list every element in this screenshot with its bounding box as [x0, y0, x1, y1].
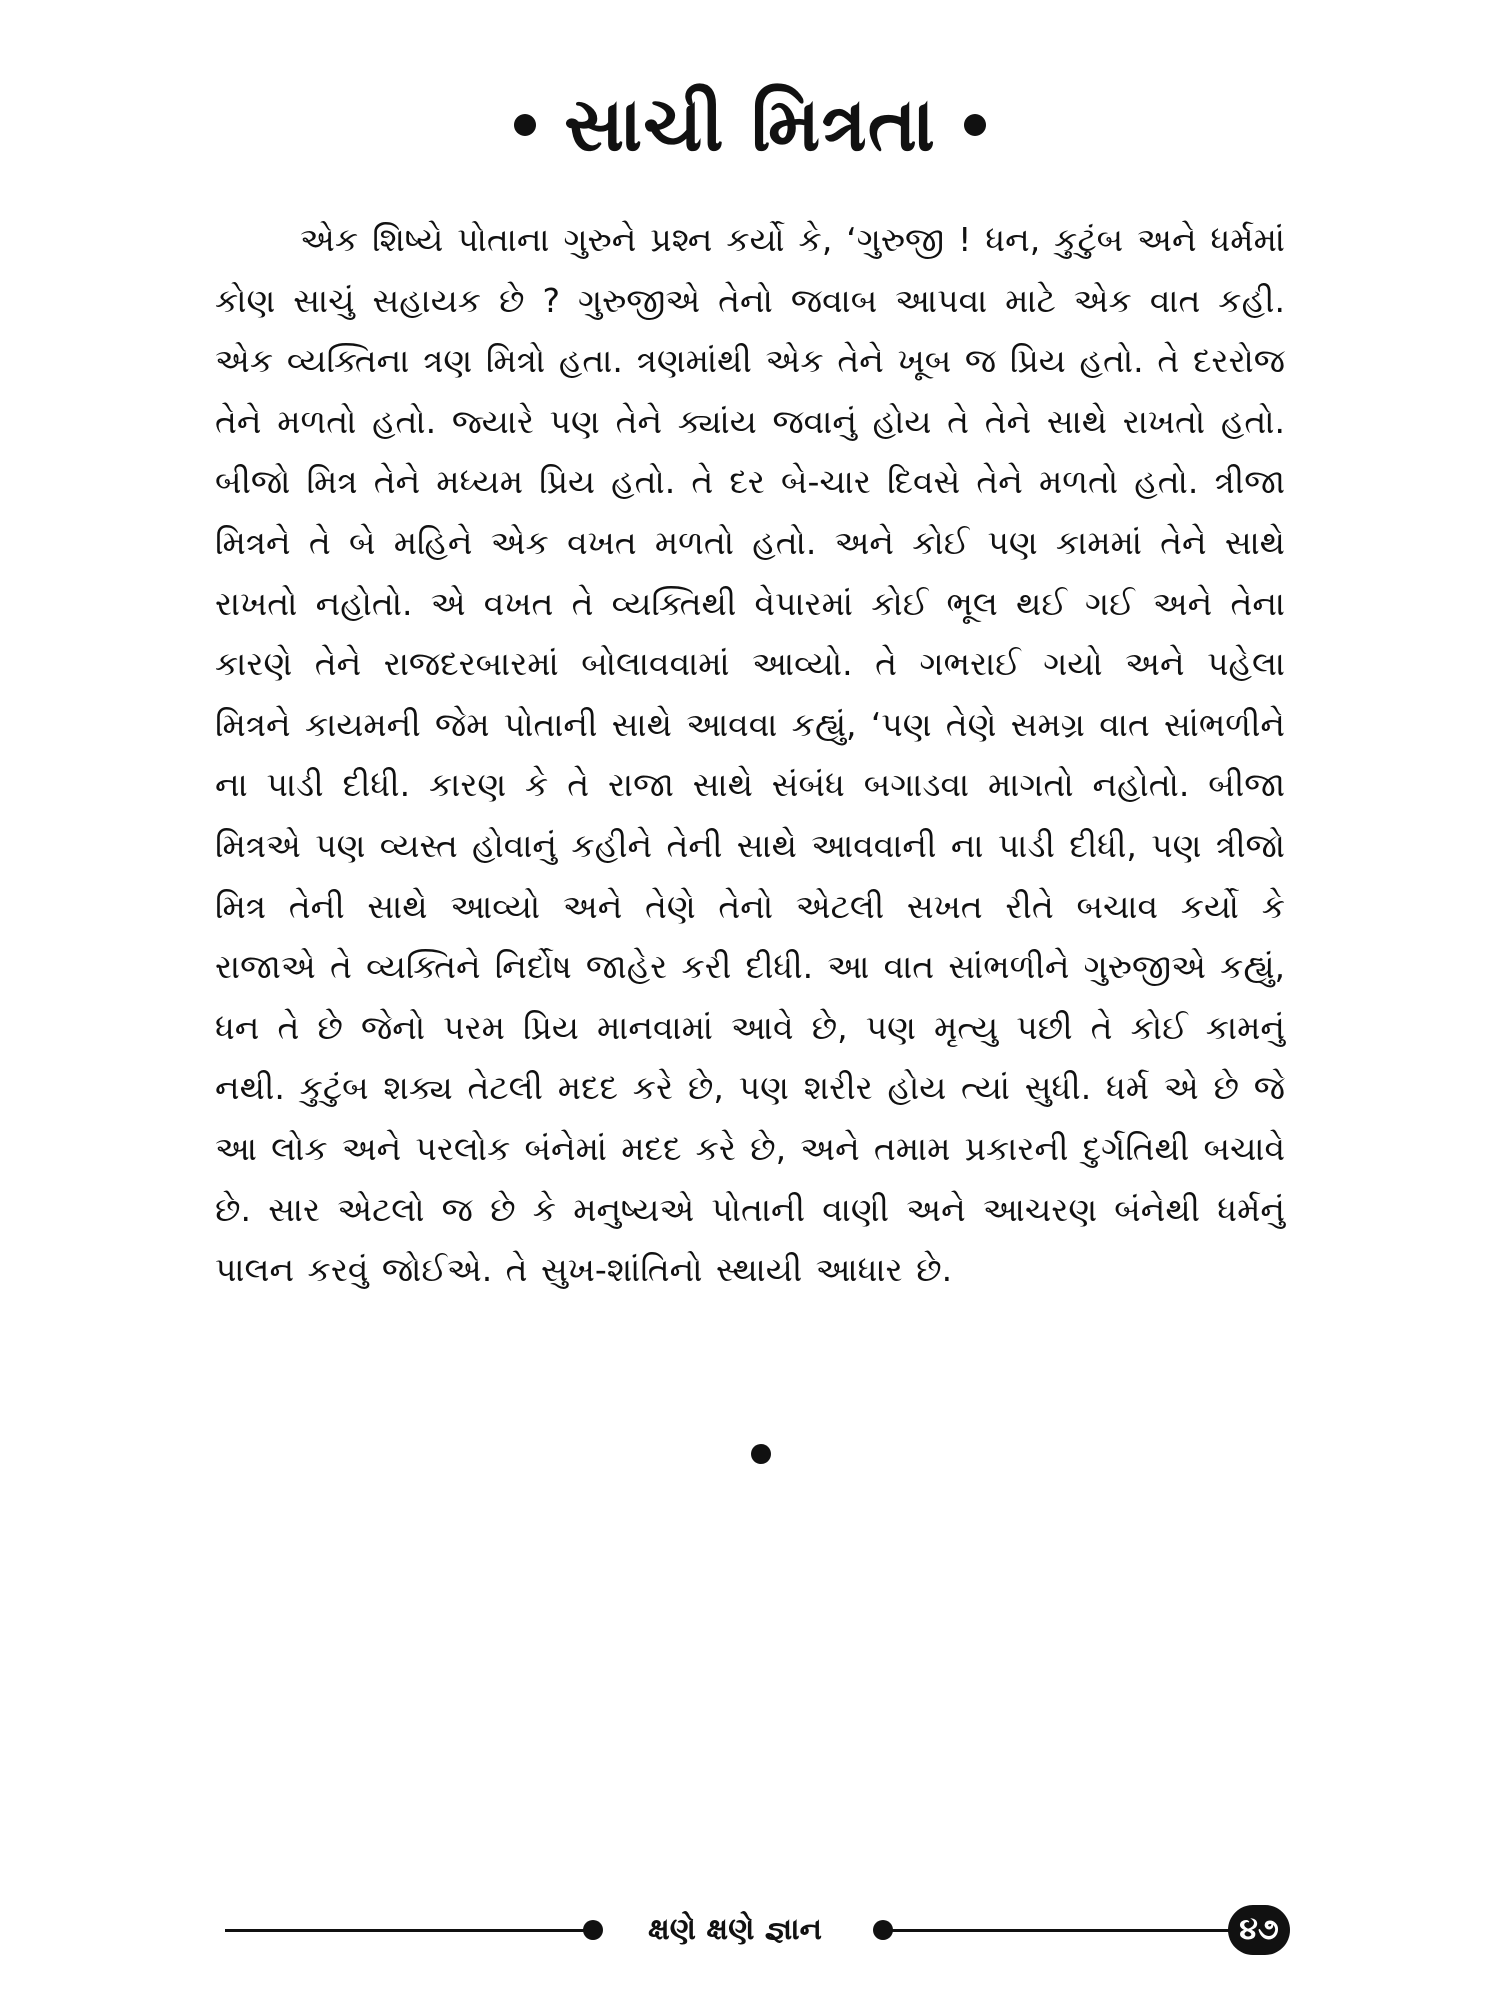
title-bullet-left	[514, 114, 536, 136]
page-title: સાચી મિત્રતા	[564, 82, 936, 168]
title-bullet-right	[964, 114, 986, 136]
story-paragraph: એક શિષ્યે પોતાના ગુરુને પ્રશ્ન કર્યો કે, ‘ગુરુજી ! ધન, કુટુંબ અને ધર્મમાં કોણ સાચું સહાયક છે ? ગુરુજીએ તેનો જવાબ આપવા માટે એક વાત કહી. એક વ્યક્તિના ત્રણ મિત્રો હતા. ત્રણમાંથી એક તેને ખૂબ જ પ્રિય હતો. તે દરરોજ તેને મળતો હતો. જ્યારે પણ તેને ક્યાંય જવાનું હોય તે તેને સાથે રાખતો હતો. બીજો મિત્ર તેને મધ્યમ પ્રિય હતો. તે દર બે-ચાર દિવસે તેને મળતો હતો. ત્રીજા મિત્રને તે બે મહિને એક વખત મળતો હતો. અને કોઈ પણ કામમાં તેને સાથે રાખતો નહોતો. એ વખત તે વ્યક્તિથી વેપારમાં કોઈ ભૂલ થઈ ગઈ અને તેના કારણે તેને રાજદરબારમાં બોલાવવામાં આવ્યો. તે ગભરાઈ ગયો અને પહેલા મિત્રને કાયમની જેમ પોતાની સાથે આવવા કહ્યું, ‘પણ તેણે સમગ્ર વાત સાંભળીને ના પાડી દીધી. કારણ કે તે રાજા સાથે સંબંધ બગાડવા માગતો નહોતો. બીજા મિત્રએ પણ વ્યસ્ત હોવાનું કહીને તેની સાથે આવવાની ના પાડી દીધી, પણ ત્રીજો મિત્ર તેની સાથે આવ્યો અને તેણે તેનો એટલી સખત રીતે બચાવ કર્યો કે રાજાએ તે વ્યક્તિને નિર્દોષ જાહેર કરી દીધી. આ વાત સાંભળીને ગુરુજીએ કહ્યું, ધન તે છે જેનો પરમ પ્રિય માનવામાં આવે છે, પણ મૃત્યુ પછી તે કોઈ કામનું નથી. કુટુંબ શક્ય તેટલી મદદ કરે છે, પણ શરીર હોય ત્યાં સુધી. ધર્મ એ છે જે આ લોક અને પરલોક બંનેમાં મદદ કરે છે, અને તમામ પ્રકારની દુર્ગતિથી બચાવે છે. સાર એટલો જ છે કે મનુષ્યએ પોતાની વાણી અને આચરણ બંનેથી ધર્મનું પાલન કરવું જોઈએ. તે સુખ-શાંતિનો સ્થાયી આધાર છે.	[215, 220, 1285, 1290]
end-of-story-bullet	[751, 1444, 771, 1464]
page-number-badge: ૪૭	[1228, 1905, 1290, 1955]
footer-rule-left	[225, 1929, 585, 1932]
footer-rule-right	[890, 1929, 1235, 1932]
title-row	[0, 82, 1500, 168]
footer-book-title: ક્ષણે ક્ષણે જ્ઞાન	[648, 1912, 822, 1947]
footer-bullet-left	[583, 1920, 603, 1940]
page-footer	[225, 1905, 1287, 1955]
